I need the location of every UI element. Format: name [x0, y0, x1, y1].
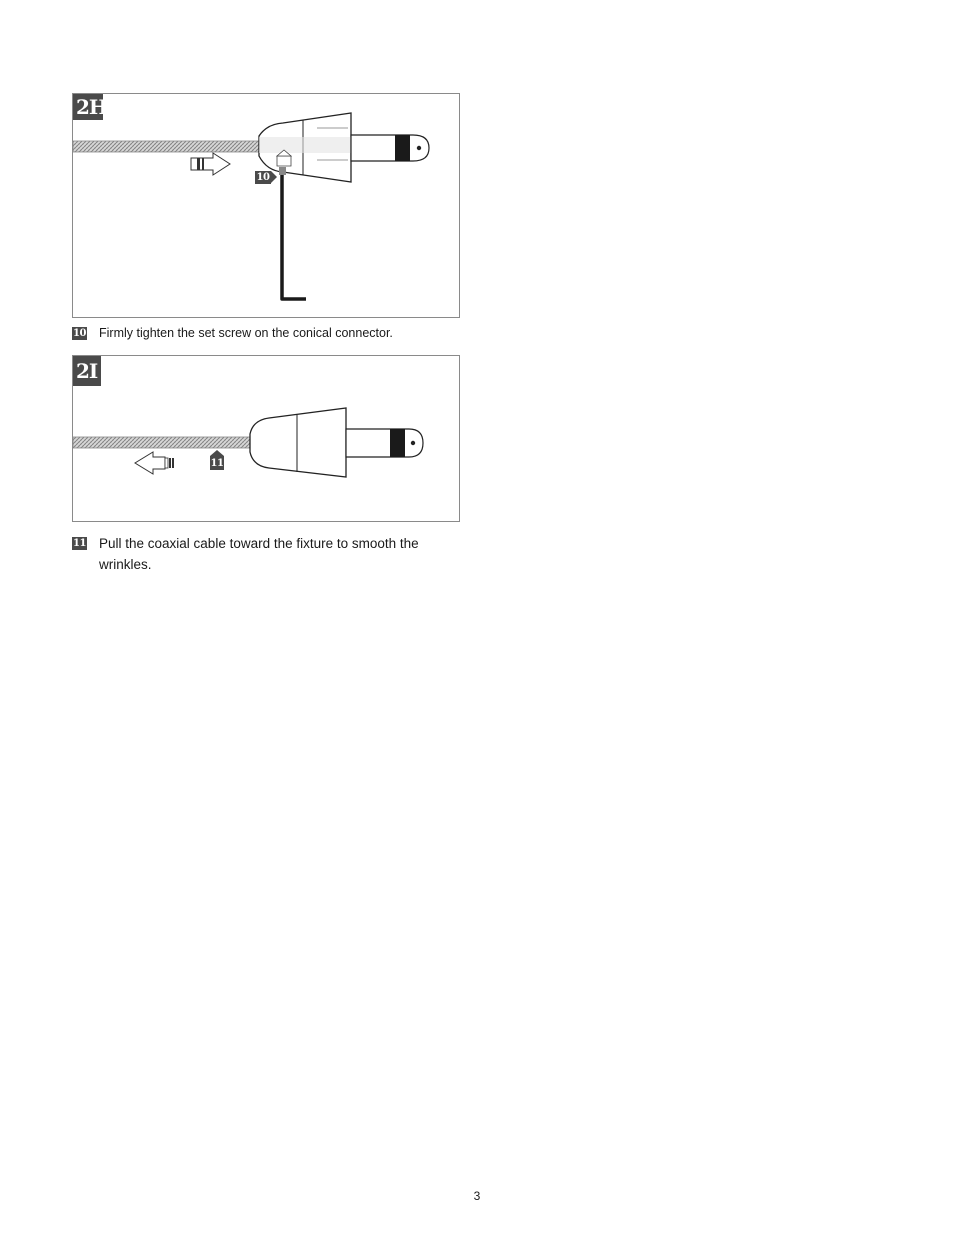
callout-pointer — [210, 450, 224, 456]
pull-arrow-icon — [135, 452, 165, 474]
page-number: 3 — [473, 1189, 481, 1203]
hex-key — [282, 172, 306, 299]
coaxial-cable — [73, 437, 251, 448]
step-instruction: Firmly tighten the set screw on the conical connector. — [99, 326, 393, 340]
callout-badge: 11 — [210, 458, 224, 469]
push-arrow-icon — [191, 153, 230, 175]
figure-label: 2I — [73, 356, 101, 386]
figure-2i — [72, 355, 460, 522]
figure-2h — [72, 93, 460, 318]
step-11 — [72, 535, 462, 575]
figure-2h-illustration — [73, 94, 461, 319]
coaxial-cable — [73, 141, 259, 152]
figure-label: 2H — [73, 94, 103, 120]
step-10 — [72, 325, 462, 341]
conical-connector — [250, 408, 346, 477]
step-instruction: Pull the coaxial cable toward the fixture to smooth the wrinkles. — [99, 536, 419, 572]
callout-pointer — [271, 171, 277, 183]
step-number-badge: 11 — [73, 538, 86, 549]
figure-2i-illustration — [73, 356, 461, 523]
callout-badge: 10 — [256, 172, 270, 183]
step-number-badge: 10 — [73, 328, 86, 339]
